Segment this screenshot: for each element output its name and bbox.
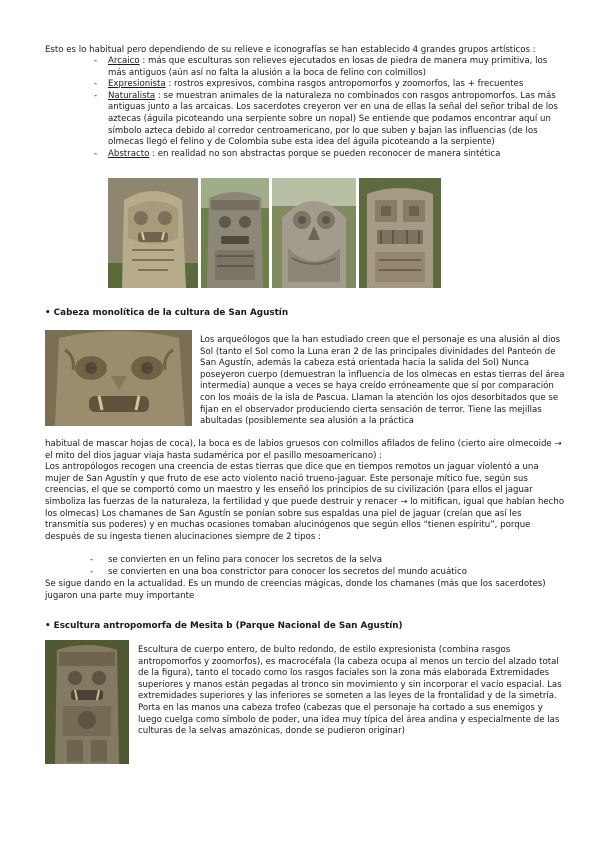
section1-paragraph-1: Los arqueólogos que la han estudiado creen que el personaje es una alusión al dios Sol (tanto el Sol como la Luna eran 2 de las principales divinidades del Panteón de San Agustín, además la cabeza está orientada hacia la salida del Sol) Nunca poseyeron cuerpo (demuestran la influencia de los olmecas en estas tierras del área intermedia) aunque a veces se haya creído erróneamente que sí por comparación con los moáis de la isla de Pascua. Llaman la atención los ojos desorbitados que se fijan en el observador produciendo cierta sensación de terror. Tiene las mejillas abultadas (posiblemente sea alusión a la práctica bbox=[200, 335, 565, 427]
group-text: : rostros expresivos, combina rasgos antropomorfos y zoomorfos, las + frecuentes bbox=[165, 79, 524, 90]
section-heading-monolithic-head: • Cabeza monolítica de la cultura de San Agustín bbox=[45, 308, 289, 318]
group-term: Abstracto bbox=[108, 148, 150, 159]
list-item bbox=[96, 79, 566, 91]
group-term: Expresionista bbox=[108, 79, 166, 90]
abstract-sculpture-photo bbox=[359, 178, 441, 288]
archaic-sculpture-photo bbox=[108, 178, 198, 288]
section1-continuation bbox=[45, 439, 565, 543]
group-text: : se muestran animales de la naturaleza no combinados con rasgos antropomorfos. Las más antiguas junto a las arcaicas. Los sacerdotes creyeron ver en una de ellas la señal del señor tribal de los aztecas (águila picoteando una serpiente sobre un nopal) Se entiende que podamos encontrar aquí un símbolo azteca debido al corredor centroamericano, por lo que suben y bajan las influencias (de los olmecas llegó el felino y de Colombia sube esta idea del águila picoteando a la serpiente) bbox=[108, 90, 558, 148]
list-item: - se convierten en una boa constrictor para conocer los secretos del mundo acuático bbox=[90, 567, 560, 579]
section1-paragraph-2: habitual de mascar hojas de coca), la boca es de labios gruesos con colmillos afilados de felino (cierto aire olmecoide → el mito del dios jaguar viaja hasta sudamérica por el pasillo mesoamericano) : bbox=[45, 439, 562, 461]
artistic-groups-list bbox=[96, 56, 566, 160]
expressionist-sculpture-photo bbox=[201, 178, 269, 288]
alucination-types-list bbox=[90, 555, 560, 578]
list-item: - se convierten en un felino para conocer los secretos de la selva bbox=[90, 555, 560, 567]
list-item bbox=[96, 56, 566, 79]
list-item bbox=[96, 91, 566, 149]
section1-closing-paragraph: Se sigue dando en la actualidad. Es un mundo de creencias mágicas, donde los chamanes (más que los sacerdotes) jugaron una parte muy importante bbox=[45, 579, 546, 601]
section1-paragraph-3: Los antropólogos recogen una creencia de estas tierras que dice que en tiempos remotos un jaguar violentó a una mujer de San Agustín y que fruto de ese acto violento nació trueno-jaguar. Este personaje mítico fue, según sus creencias, el que se comportó como un maestro y les enseñó los principios de su civilización (para ellos el jaguar simboliza las fuerzas de la naturaleza, la fertilidad y que puede destruir y renacer → lo mitifican, igual que habían hecho los olmecas) Los chamanes de San Agustín se ponían sobre sus espaldas una piel de jaguar (creían que así les transmitía sus poderes) y en muchas ocasiones tomaban alucinógenos que según ellos “tienen espíritu”, porque después de su ingesta tienen alucinaciones siempre de 2 tipos : bbox=[45, 462, 565, 542]
group-text: : en realidad no son abstractas porque se pueden reconocer de manera sintética bbox=[149, 148, 501, 159]
monolithic-head-photo bbox=[45, 330, 192, 426]
list-item bbox=[96, 149, 566, 161]
intro-paragraph: Esto es lo habitual pero dependiendo de su relieve e iconografías se han establecido 4 grandes grupos artísticos : bbox=[45, 45, 536, 55]
section2-paragraph: Escultura de cuerpo entero, de bulto redondo, de estilo expresionista (combina rasgos antropomorfos y zoomorfos), es macrocéfala (la cabeza ocupa al menos un tercio del alzado total de la figura), tanto el tocado como los rasgos faciales son la zona más elaborada Extremidades superiores y manos están pegadas al tronco sin movimiento y sin incorporar el vacío espacial. Las extremidades superiores y las inferiores se someten a las leyes de la frontalidad y de la simetría. Porta en las manos una cabeza trofeo (cabezas que el personaje ha cortado a sus enemigos y luego cuelga como símbolo de poder, una idea muy típica del área andina y especialmente de las culturas de la selvas amazónicas, donde se pudieron originar) bbox=[138, 645, 562, 737]
sculpture-photo-strip bbox=[108, 178, 441, 288]
group-term: Naturalista bbox=[108, 90, 156, 101]
naturalist-eagle-sculpture-photo bbox=[272, 178, 356, 288]
section-heading-mesita-b: • Escultura antropomorfa de Mesita b (Parque Nacional de San Agustín) bbox=[45, 621, 403, 631]
mesita-b-sculpture-photo bbox=[45, 640, 129, 764]
group-text: : más que esculturas son relieves ejecutados en losas de piedra de manera muy primitiva, los más antiguos (aún así no falta la alusión a la boca de felino con colmillos) bbox=[108, 56, 548, 78]
group-term: Arcaico bbox=[108, 56, 140, 66]
